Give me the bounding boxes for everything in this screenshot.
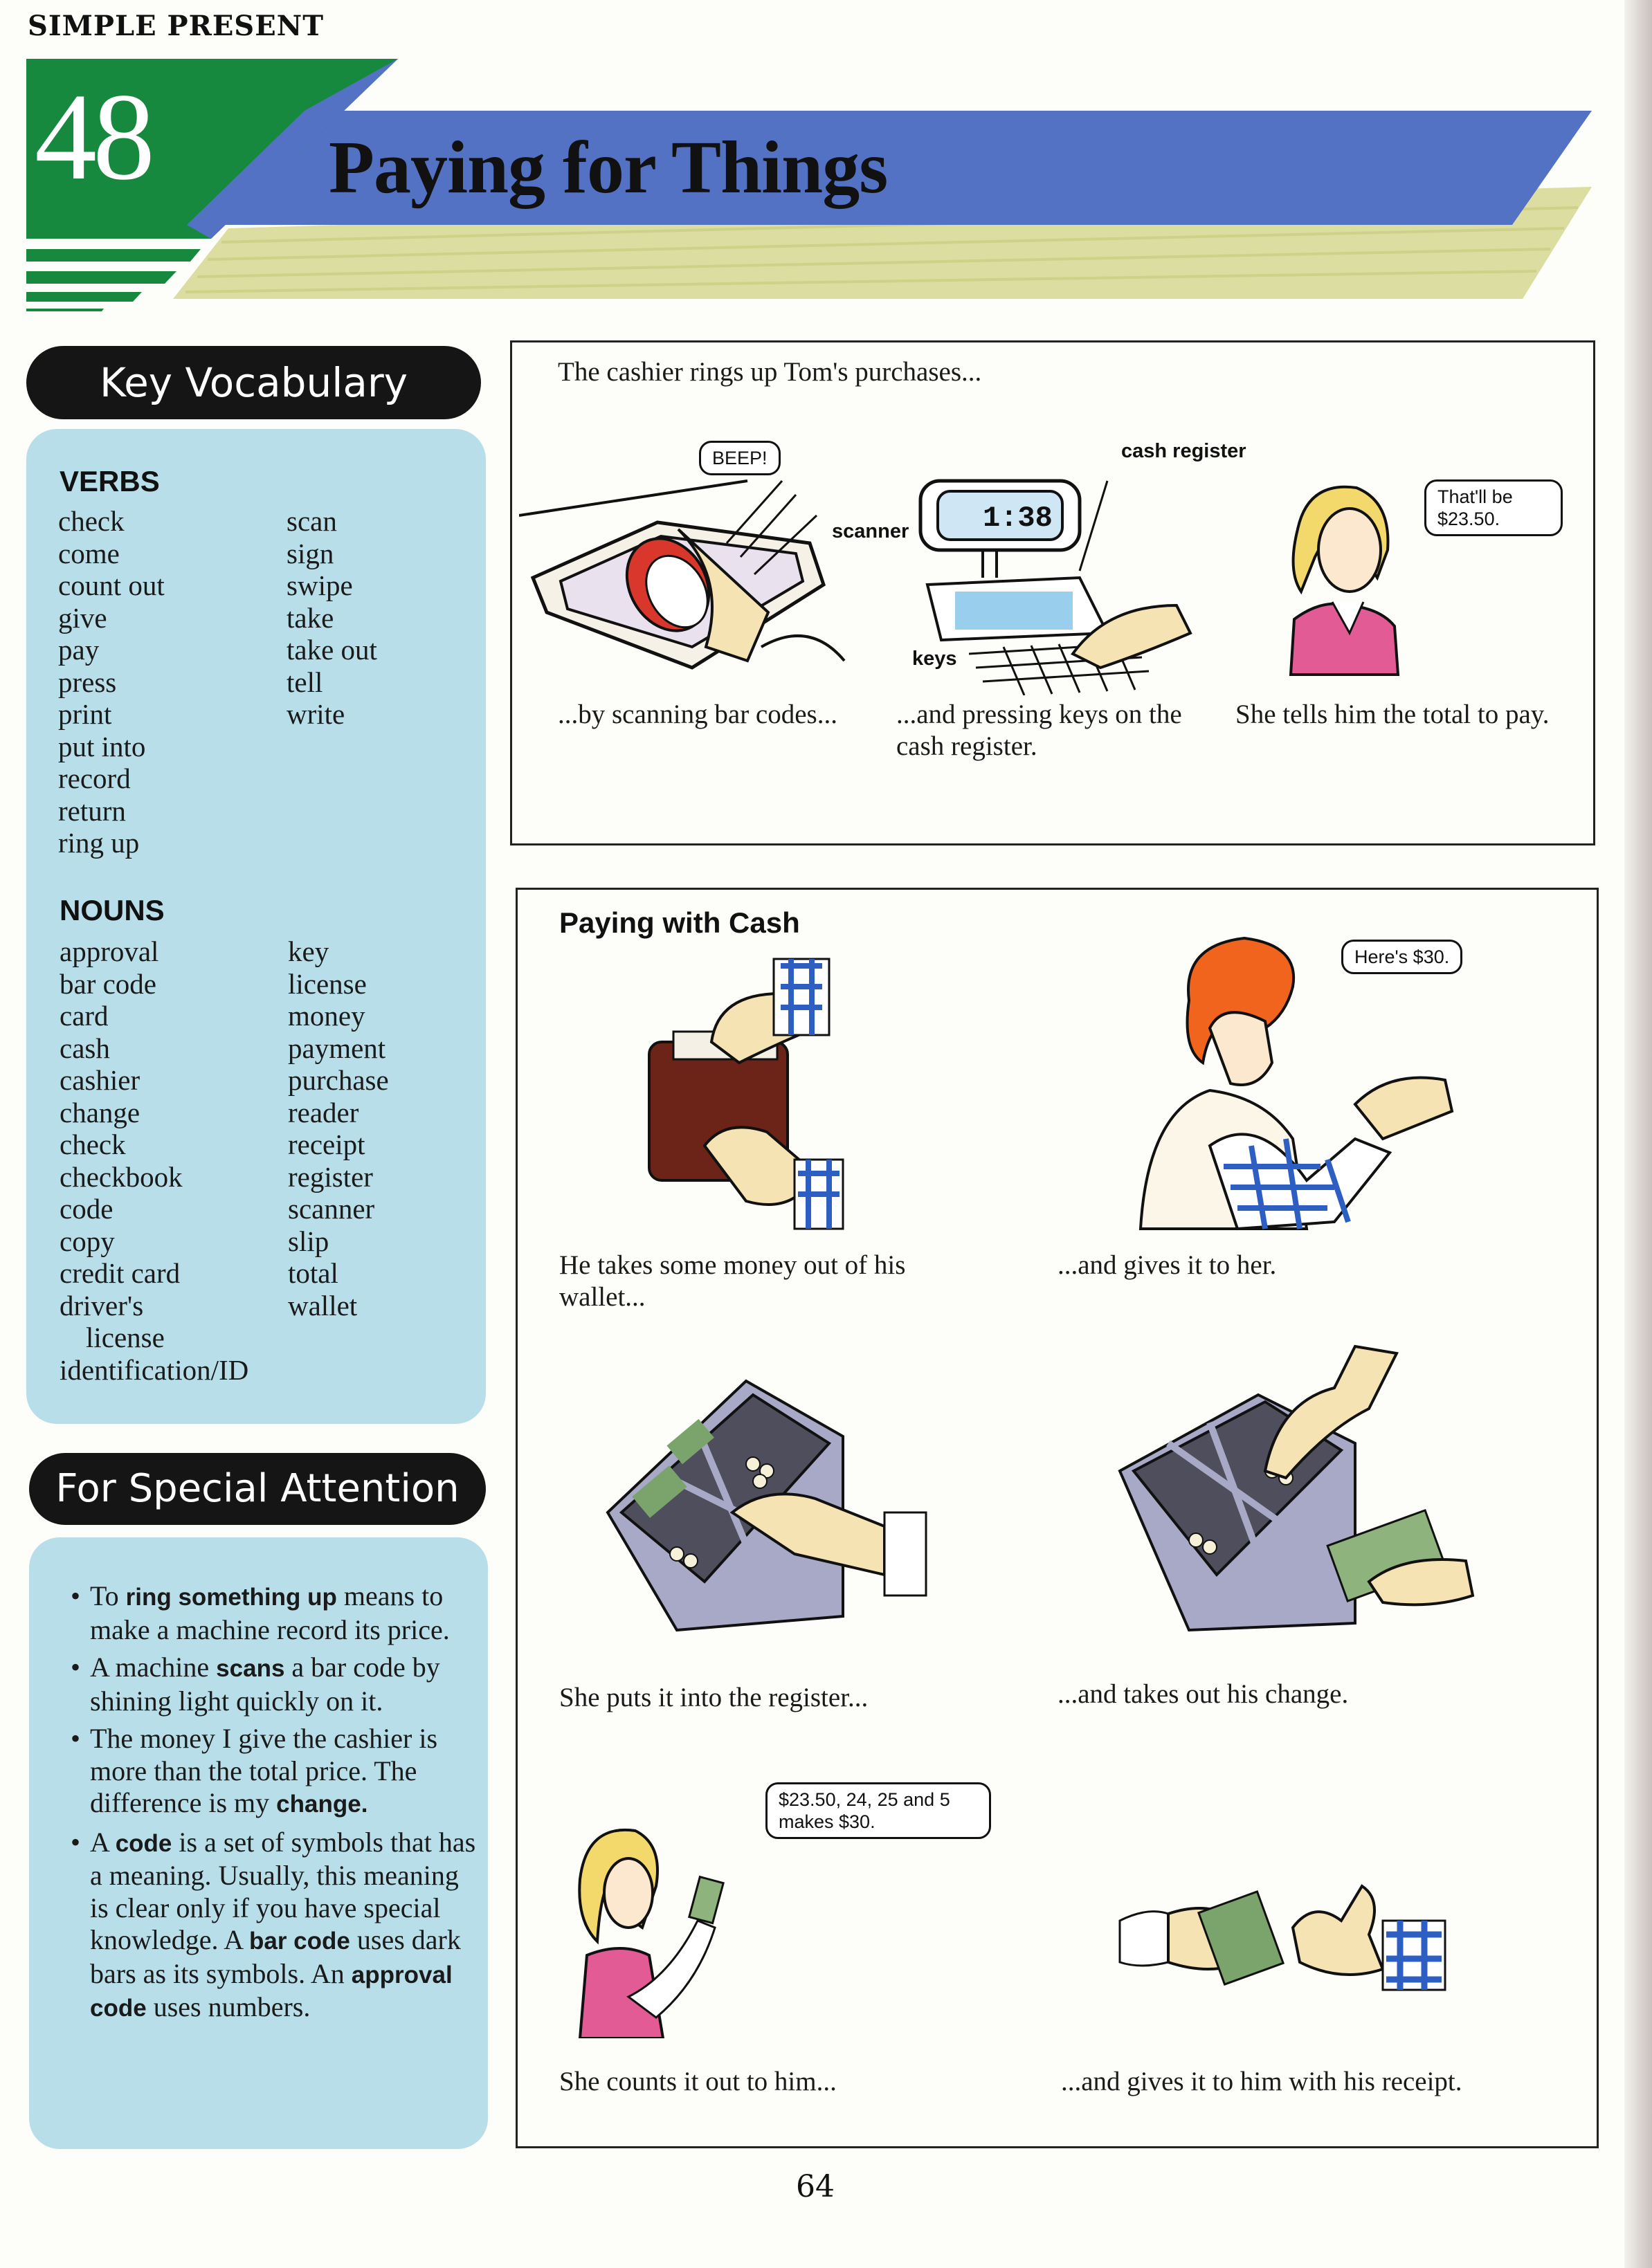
vocab-word: wallet [288,1289,358,1322]
vocabulary-box [26,429,486,1424]
vocab-word: tell [287,666,323,698]
customer-illustration [1127,931,1473,1236]
label-cash-register: cash register [1121,440,1246,462]
vocab-word: press [58,666,117,698]
scene-caption: She tells him the total to pay. [1235,699,1550,729]
vocab-word: card [60,1000,109,1032]
attention-item: • To ring something up means to make a machine record its price. [71,1580,479,1646]
vocab-word: print [58,698,112,730]
special-attention-box [29,1537,488,2149]
scene-caption: ...and takes out his change. [1058,1679,1349,1709]
vocab-word: record [58,762,131,794]
vocab-word: slip [288,1225,329,1257]
scene-caption: She counts it out to him... [559,2067,837,2096]
book-spine-shadow [1624,0,1652,2268]
vocab-word: code [60,1193,114,1225]
vocab-word: license [288,967,367,1000]
vocab-word: return [58,794,126,827]
vocab-word: come [58,537,120,569]
attention-item: • A machine scans a bar code by shining light quickly on it. [71,1652,479,1717]
lesson-number: 48 [35,68,151,205]
vocab-word: scan [287,505,337,537]
vocab-word: take out [287,634,377,666]
vocab-word: purchase [288,1064,389,1096]
lesson-title: Paying for Things [329,127,888,209]
register-panel [510,340,1595,845]
attention-item: • The money I give the cashier is more than the total price. The difference is my change. [71,1723,479,1821]
nouns-column-1 [60,935,248,1386]
verbs-column-1 [58,505,165,859]
vocab-word: total [288,1257,338,1289]
scene-caption: She puts it into the register... [559,1683,869,1712]
vocab-word: copy [60,1225,115,1257]
vocab-word: receipt [288,1128,365,1160]
section-tag: SIMPLE PRESENT [28,10,325,42]
vocab-word: cashier [60,1064,140,1096]
special-attention-heading: For Special Attention [29,1453,486,1525]
vocab-word: give [58,601,107,634]
vocab-word: put into [58,730,146,762]
vocab-word: sign [287,537,334,569]
vocab-word: identification/ID [60,1353,249,1386]
vocab-word: license [86,1322,165,1353]
vocab-word: key [288,935,329,967]
key-vocabulary-heading: Key Vocabulary [26,346,481,419]
vocab-word: ring up [58,827,140,859]
label-scanner: scanner [832,520,909,542]
panel-heading: Paying with Cash [559,906,800,939]
vocab-word: pay [58,634,100,666]
vocab-word: write [287,698,345,730]
vocab-word: reader [288,1096,359,1128]
vocab-word: checkbook [60,1160,183,1193]
cashier-illustration [1260,474,1419,682]
change-drawer-illustration [1106,1333,1494,1637]
vocab-word: driver's [60,1289,144,1322]
vocab-word: credit card [60,1257,181,1289]
vocab-word: payment [288,1032,386,1064]
scene-caption: ...and gives it to her. [1058,1250,1277,1280]
vocab-word: money [288,1000,365,1032]
wallet-illustration [642,952,919,1243]
attention-item: • A code is a set of symbols that has a meaning. Usually, this meaning is clear only if you have special knowledge. A bar code uses dark bars as its symbols. An approval code uses numbers. [71,1827,479,2025]
special-attention-list [71,1580,479,2031]
label-keys: keys [912,648,957,670]
speech-bubble-beep: BEEP! [699,441,781,475]
nouns-column-2 [288,935,389,1322]
verbs-heading: VERBS [60,465,160,497]
vocab-word: take [287,601,334,634]
page-number: 64 [796,2169,835,2204]
scanner-illustration [519,439,879,688]
vocab-word: register [288,1160,373,1193]
handing-change-illustration [1106,1879,1494,2004]
speech-bubble-counting: $23.50, 24, 25 and 5 makes $30. [765,1782,991,1839]
speech-bubble-payment: Here's $30. [1341,940,1462,974]
scene-caption: ...by scanning bar codes... [558,699,837,729]
vocab-word: change [60,1096,140,1128]
vocab-word: swipe [287,569,353,601]
cashier-counting-illustration [566,1817,760,2038]
vocab-word: bar code [60,967,156,1000]
vocab-word: scanner [288,1193,375,1225]
scene-caption: He takes some money out of his wallet... [559,1250,906,1312]
register-drawer-illustration [594,1353,981,1644]
vocab-word: approval [60,935,159,967]
verbs-column-2 [287,505,377,731]
panel-intro: The cashier rings up Tom's purchases... [558,357,982,387]
scene-caption: ...and pressing keys on the cash register. [896,699,1182,761]
vocab-word: count out [58,569,165,601]
scene-caption: ...and gives it to him with his receipt. [1061,2067,1462,2096]
register-display: 1:38 [983,502,1053,535]
vocab-word: check [60,1128,126,1160]
vocab-word: check [58,505,125,537]
vocab-word: cash [60,1032,110,1064]
paying-with-cash-panel [516,888,1599,2148]
speech-bubble-total: That'll be $23.50. [1424,479,1563,536]
nouns-heading: NOUNS [60,894,165,926]
